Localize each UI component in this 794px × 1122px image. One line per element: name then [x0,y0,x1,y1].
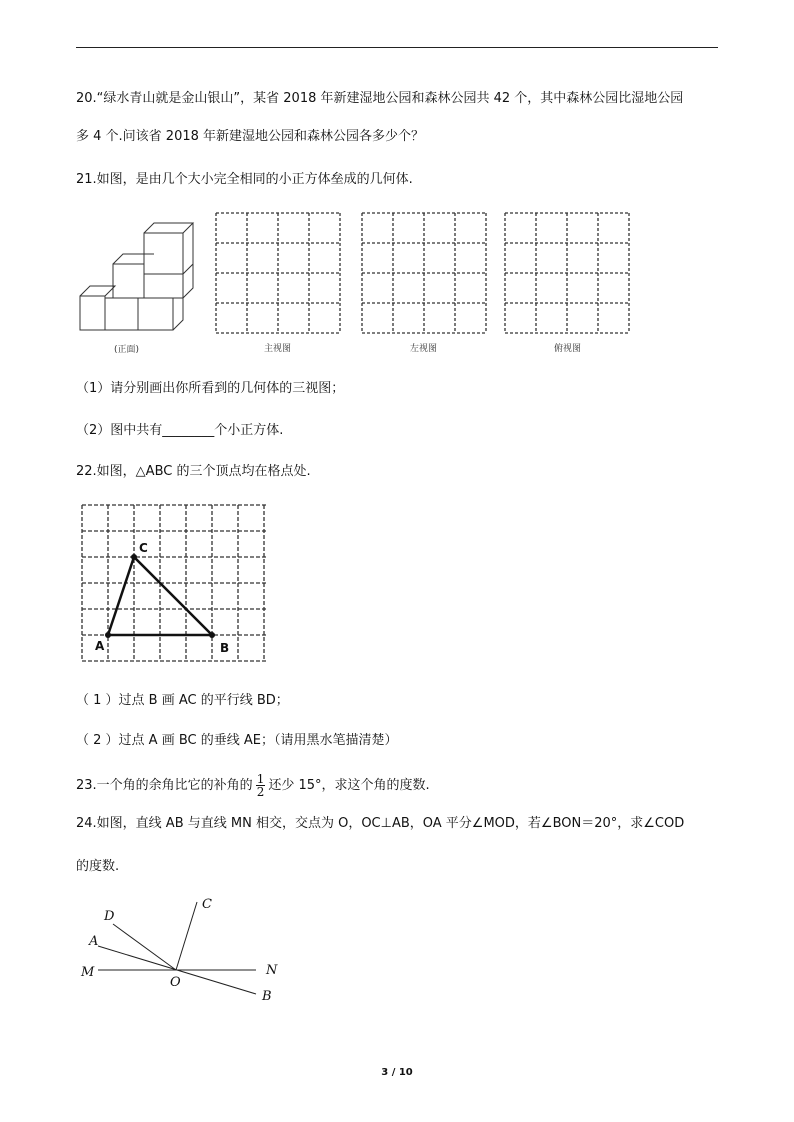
q23-line [76,773,430,798]
ray-oc [176,902,197,970]
label-b: B [220,641,230,655]
label-c: C [202,897,212,912]
label-d: D [104,909,115,924]
label-b: B [262,989,272,1004]
q21-grid-main [214,211,342,335]
q20-line1: 20.“绿水青山就是金山银山”，某省 2018 年新建湿地公园和森林公园共 42 个，其中森林公园比湿地公园 [76,91,684,106]
fraction-one-half [256,773,266,798]
q21-part1: （1）请分别画出你所看到的几何体的三视图； [76,381,345,396]
frac-denominator: 2 [256,785,265,799]
point-a [105,632,111,638]
label-n: N [266,963,278,978]
q23-post: 还少 15°，求这个角的度数. [268,778,430,793]
q22-stem: 22.如图，△ABC 的三个顶点均在格点处. [76,464,311,479]
header-rule [76,47,718,48]
q22-grid-figure [76,500,272,668]
label-a: A [89,934,99,949]
q21-grid-top [503,211,631,335]
q21-caption-front: (正面) [114,345,140,355]
page-number: 3 / 10 [381,1067,413,1078]
label-c: C [139,541,148,555]
q21-caption-main: 主视图 [264,344,292,354]
point-b [209,632,215,638]
q21-stem: 21.如图，是由几个大小完全相同的小正方体垒成的几何体. [76,172,413,187]
point-c [131,554,137,560]
q22-part1: （ 1 ）过点 B 画 AC 的平行线 BD； [76,693,289,708]
q21-part2: （2）图中共有________个小正方体. [76,423,284,438]
ray-od [113,924,176,970]
q23-pre: 23.一个角的余角比它的补角的 [76,778,253,793]
q21-solid-figure [76,210,196,340]
q21-grid-left [360,211,488,335]
q24-line1: 24.如图，直线 AB 与直线 MN 相交，交点为 O，OC⊥AB，OA 平分∠MOD，若∠BON＝20°，求∠COD [76,816,685,831]
frac-numerator: 1 [256,772,265,786]
label-a: A [95,639,105,653]
q20-line2: 多 4 个.问该省 2018 年新建湿地公园和森林公园各多少个？ [76,129,425,144]
label-m: M [81,965,95,980]
q22-part2: （ 2 ）过点 A 画 BC 的垂线 AE；（请用黑水笔描清楚） [76,733,398,748]
q21-caption-left: 左视图 [410,344,438,354]
label-o: O [170,975,181,990]
q24-line2: 的度数. [76,859,120,874]
q21-caption-top: 俯视图 [554,344,582,354]
q24-angle-figure [76,890,296,1015]
